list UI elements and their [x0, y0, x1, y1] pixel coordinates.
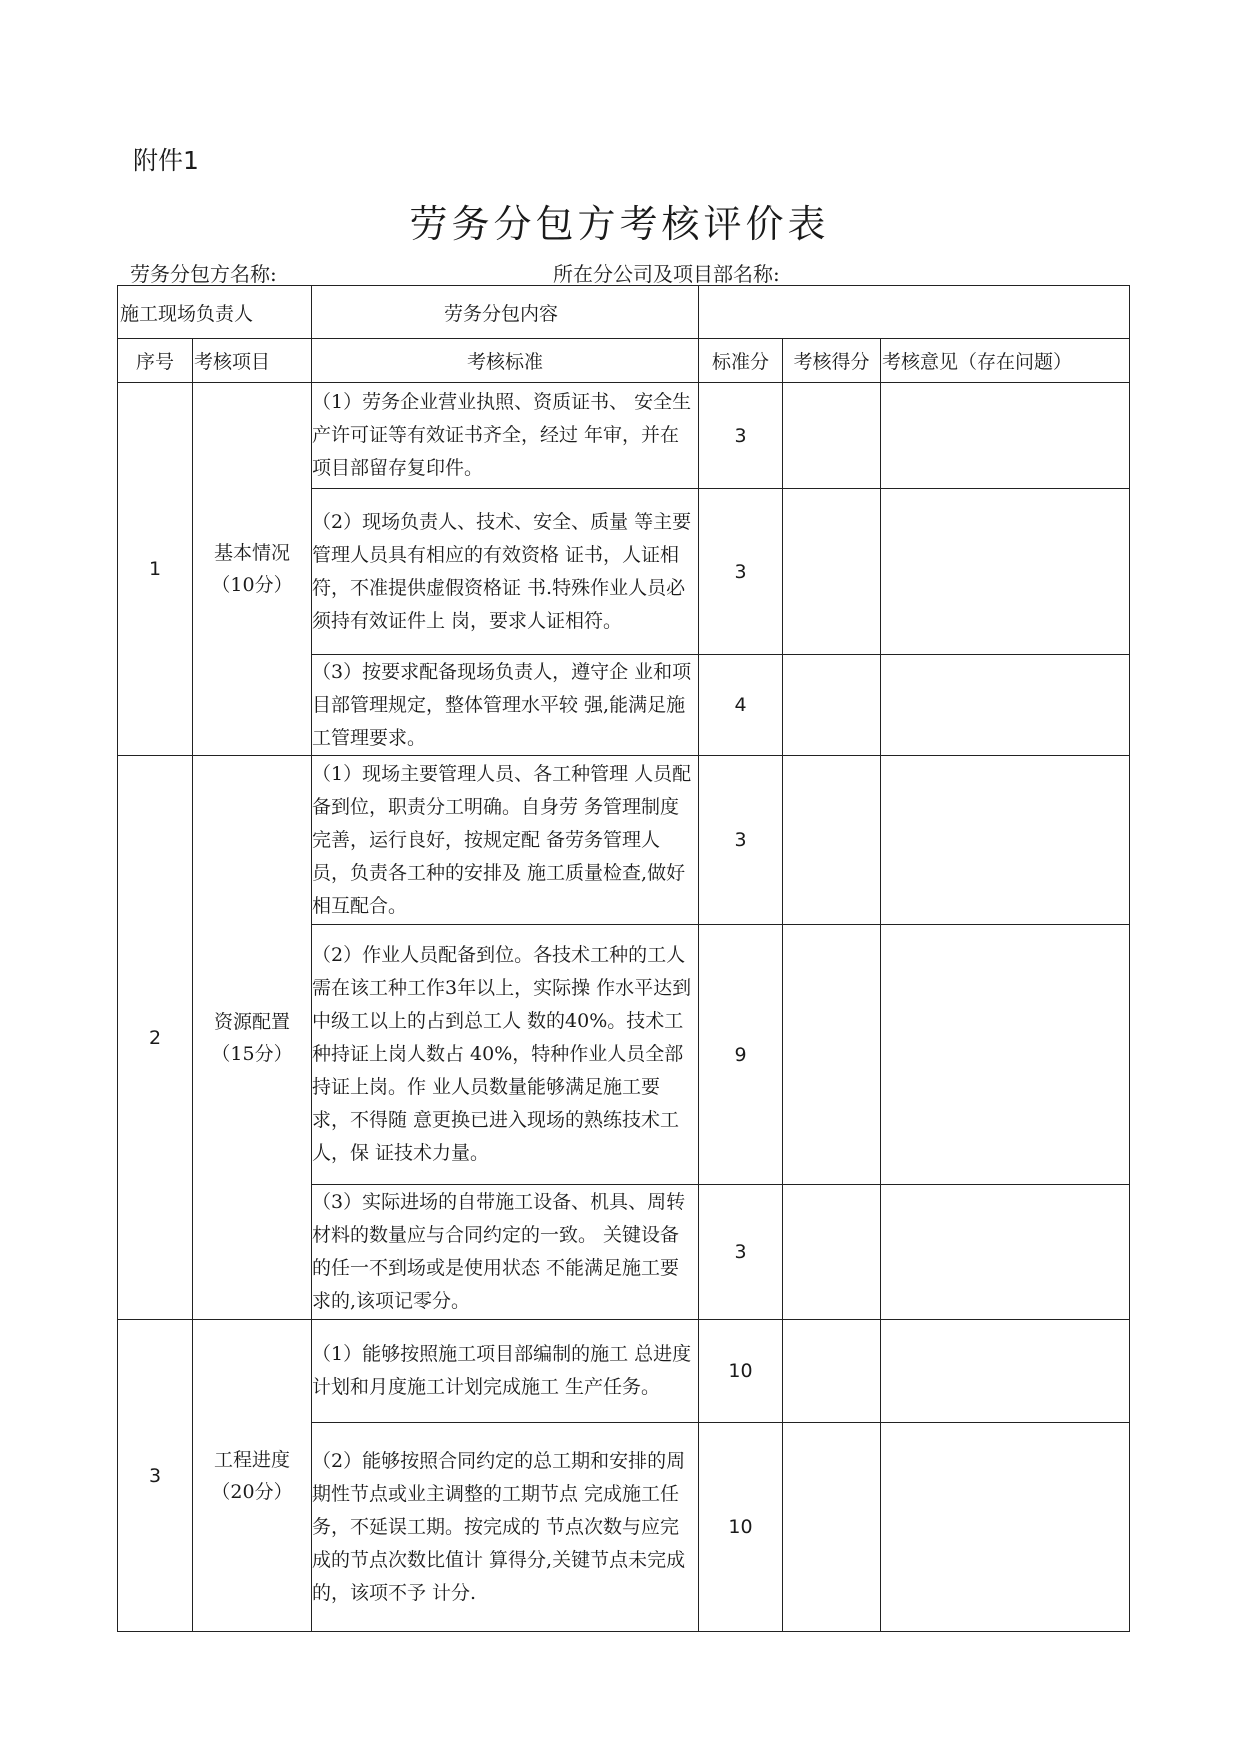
opinion-cell	[881, 756, 1130, 925]
subcontractor-name-label: 劳务分包方名称:	[130, 262, 277, 286]
site-manager-label: 施工现场负责人	[118, 286, 312, 339]
criteria-text: （1）劳务企业营业执照、资质证书、 安全生产许可证等有效证书齐全，经过 年审，并在项目部留存复印件。	[312, 383, 699, 489]
table-row	[118, 1320, 1130, 1423]
header-opinion: 考核意见（存在问题）	[881, 339, 1130, 383]
content-label: 劳务分包内容	[312, 286, 699, 339]
table-row	[118, 756, 1130, 925]
standard-score: 10	[699, 1423, 783, 1632]
score-cell	[783, 1185, 881, 1320]
score-cell	[783, 489, 881, 655]
section-item-name: 基本情况	[214, 542, 291, 564]
standard-score: 4	[699, 655, 783, 756]
evaluation-table	[117, 285, 1130, 1632]
page-title: 劳务分包方考核评价表	[409, 202, 830, 246]
score-cell	[783, 1423, 881, 1632]
section-item-points: （10分）	[211, 574, 293, 596]
opinion-cell	[881, 1320, 1130, 1423]
opinion-cell	[881, 489, 1130, 655]
standard-score: 3	[699, 489, 783, 655]
section-item	[193, 756, 312, 1320]
standard-score: 3	[699, 756, 783, 925]
score-cell	[783, 383, 881, 489]
section-item-name: 工程进度	[214, 1448, 291, 1471]
criteria-text: （2）现场负责人、技术、安全、质量 等主要管理人员具有相应的有效资格 证书，人证相符，不准提供虚假资格证 书.特殊作业人员必须持有效证件上 岗，要求人证相符。	[312, 489, 699, 655]
table-row	[118, 383, 1130, 489]
header-standard-score: 标准分	[699, 339, 783, 383]
criteria-text: （3）实际进场的自带施工设备、机具、周转材料的数量应与合同约定的一致。 关键设备的任一不到场或是使用状态 不能满足施工要求的,该项记零分。	[312, 1185, 699, 1320]
criteria-text: （2）能够按照合同约定的总工期和安排的周期性节点或业主调整的工期节点 完成施工任务，不延误工期。按完成的 节点次数与应完成的节点次数比值计 算得分,关键节点未完成的，该项不予 计分.	[312, 1423, 699, 1632]
section-item-name: 资源配置	[214, 1010, 291, 1033]
score-cell	[783, 1320, 881, 1423]
score-cell	[783, 655, 881, 756]
content-value-cell	[699, 286, 1130, 339]
standard-score: 3	[699, 383, 783, 489]
section-item-points: （15分）	[211, 1042, 293, 1065]
header-score: 考核得分	[783, 339, 881, 383]
score-cell	[783, 756, 881, 925]
opinion-cell	[881, 383, 1130, 489]
section-no: 3	[118, 1320, 193, 1632]
opinion-cell	[881, 925, 1130, 1185]
section-no: 2	[118, 756, 193, 1320]
opinion-cell	[881, 1185, 1130, 1320]
section-no: 1	[118, 383, 193, 756]
opinion-cell	[881, 1423, 1130, 1632]
criteria-text: （1）现场主要管理人员、各工种管理 人员配备到位，职责分工明确。自身劳 务管理制度完善，运行良好，按规定配 备劳务管理人员，负责各工种的安排及 施工质量检查,做好相互配合。	[312, 756, 699, 925]
lead-row	[118, 286, 1130, 339]
section-item-points: （20分）	[211, 1480, 293, 1503]
section-item	[193, 1320, 312, 1632]
standard-score: 9	[699, 925, 783, 1185]
score-cell	[783, 925, 881, 1185]
header-item: 考核项目	[193, 339, 312, 383]
opinion-cell	[881, 655, 1130, 756]
header-row	[118, 339, 1130, 383]
standard-score: 10	[699, 1320, 783, 1423]
branch-project-label: 所在分公司及项目部名称:	[553, 262, 780, 286]
section-item	[193, 383, 312, 756]
header-no: 序号	[118, 339, 193, 383]
attachment-label: 附件1	[133, 146, 199, 175]
standard-score: 3	[699, 1185, 783, 1320]
criteria-text: （1）能够按照施工项目部编制的施工 总进度计划和月度施工计划完成施工 生产任务。	[312, 1320, 699, 1423]
criteria-text: （3）按要求配备现场负责人，遵守企 业和项目部管理规定，整体管理水平较 强,能满足施工管理要求。	[312, 655, 699, 756]
header-criteria: 考核标准	[312, 339, 699, 383]
criteria-text: （2）作业人员配备到位。各技术工种的工人需在该工种工作3年以上，实际操 作水平达到中级工以上的占到总工人 数的40%。技术工种持证上岗人数占 40%，特种作业人员全部持证上岗。作 业人员数量能够满足施工要求，不得随 意更换已进入现场的熟练技术工人，保 证技术力量。	[312, 925, 699, 1185]
